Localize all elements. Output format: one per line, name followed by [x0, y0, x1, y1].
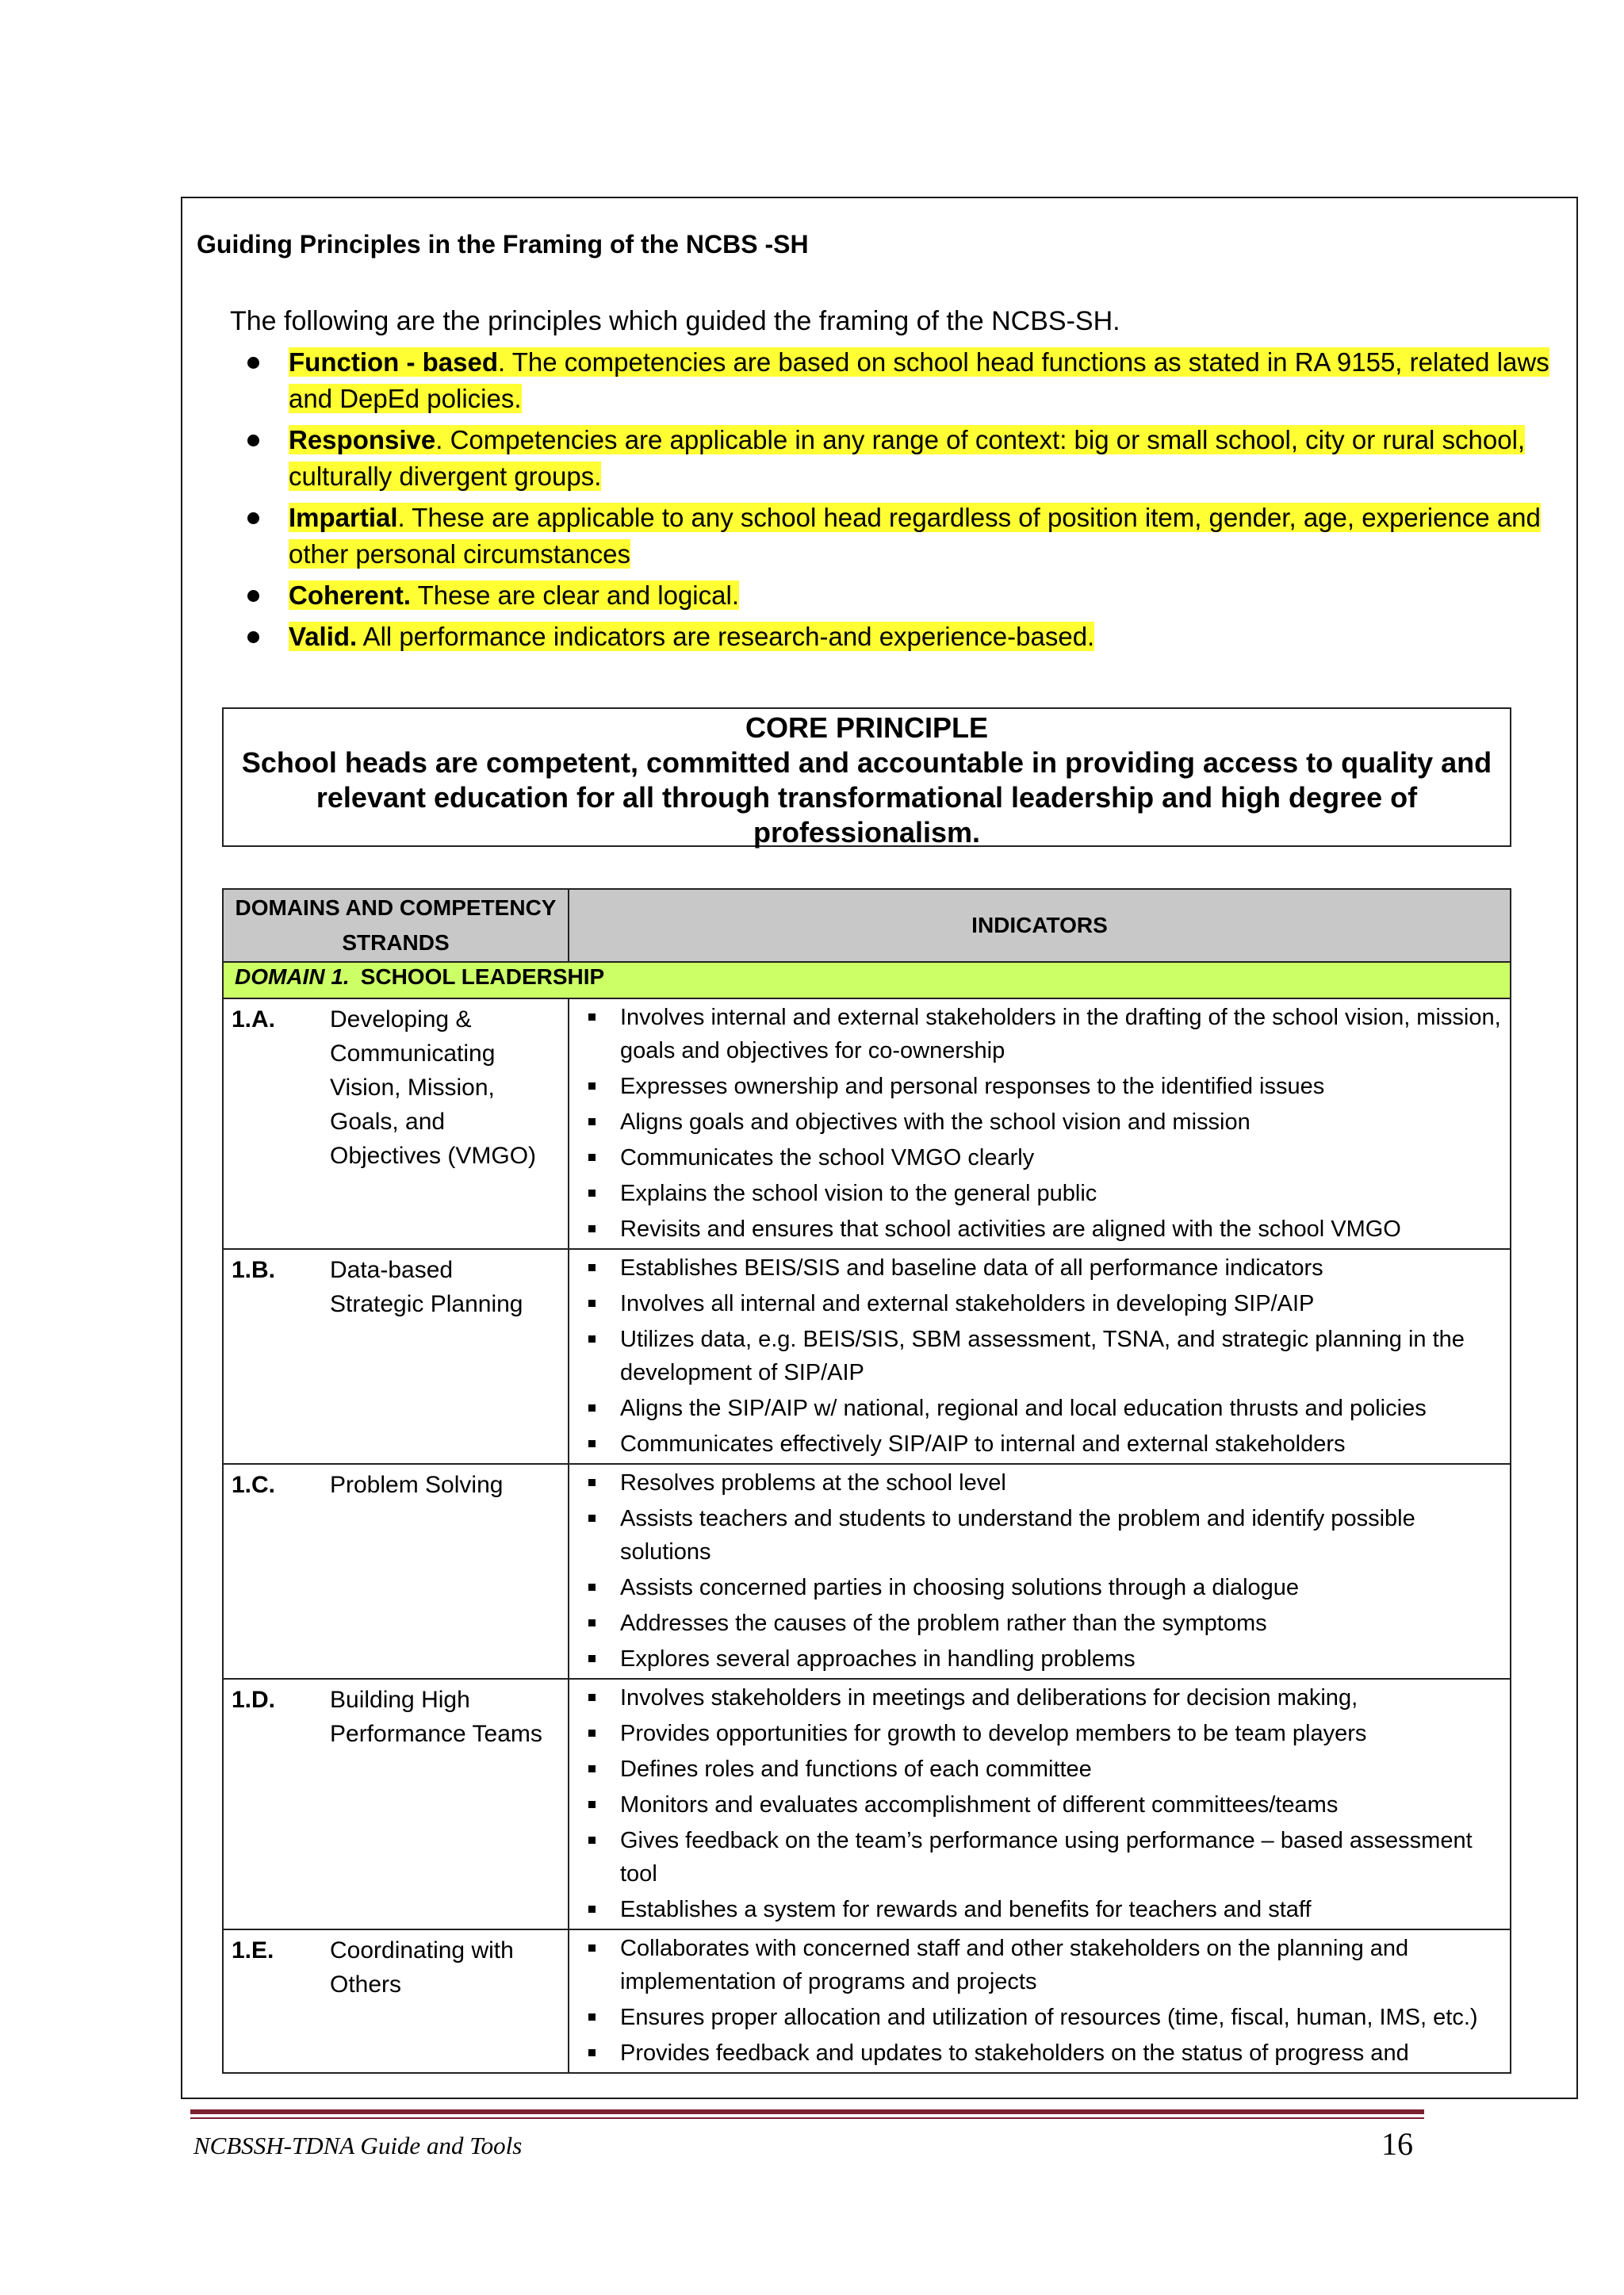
- indicator-item: Utilizes data, e.g. BEIS/SIS, SBM assessment, TSNA, and strategic planning in the development of SIP/AIP: [585, 1323, 1503, 1389]
- indicator-item: Explains the school vision to the general public: [585, 1177, 1503, 1210]
- competency-table: [222, 888, 1511, 2074]
- indicator-item: Communicates effectively SIP/AIP to internal and external stakeholders: [585, 1427, 1503, 1461]
- indicator-item: Aligns goals and objectives with the school vision and mission: [585, 1105, 1503, 1139]
- bullet-icon: [247, 590, 259, 602]
- footer-rule: [190, 2109, 1424, 2114]
- section-heading: Guiding Principles in the Framing of the NCBS -SH: [197, 230, 809, 259]
- strand-code: 1.B.: [232, 1257, 276, 1283]
- indicator-item: Revisits and ensures that school activities are aligned with the school VMGO: [585, 1213, 1503, 1246]
- indicator-item: Aligns the SIP/AIP w/ national, regional and local education thrusts and policies: [585, 1392, 1503, 1425]
- strand-code: 1.C.: [232, 1472, 276, 1498]
- indicator-item: Collaborates with concerned staff and other stakeholders on the planning and implementation of programs and projects: [585, 1932, 1503, 1998]
- indicator-item: Involves stakeholders in meetings and deliberations for decision making,: [585, 1681, 1503, 1715]
- strand-name: Building High Performance Teams: [330, 1687, 542, 1747]
- intro-text: The following are the principles which guided the framing of the NCBS-SH.: [230, 306, 1120, 336]
- strand-name: Data-based Strategic Planning: [330, 1257, 523, 1317]
- indicator-item: Involves internal and external stakeholders in the drafting of the school vision, mission, goals and objectives for co-ownership: [585, 1001, 1503, 1067]
- principle-text: All performance indicators are research-and experience-based.: [357, 622, 1095, 651]
- header-indicators: INDICATORS: [569, 889, 1511, 962]
- table-row: [223, 998, 1511, 1249]
- indicator-item: Establishes a system for rewards and benefits for teachers and staff: [585, 1893, 1503, 1926]
- indicator-item: Ensures proper allocation and utilization of resources (time, fiscal, human, IMS, etc.): [585, 2001, 1503, 2034]
- indicator-item: Defines roles and functions of each committee: [585, 1753, 1503, 1786]
- page-number: 16: [1381, 2126, 1413, 2162]
- domain-name: SCHOOL LEADERSHIP: [360, 964, 605, 989]
- table-row: [223, 1464, 1511, 1679]
- domain-label: DOMAIN 1.: [235, 964, 350, 989]
- table-header-row: [223, 889, 1511, 962]
- principle-item: [238, 500, 1570, 573]
- strand-name: Coordinating with Others: [330, 1937, 514, 1998]
- footer-rule-thin: [190, 2117, 1424, 2119]
- principle-item: [238, 577, 1570, 614]
- bullet-icon: [247, 512, 259, 524]
- strand-name: Problem Solving: [330, 1472, 504, 1498]
- core-principle-box: [222, 707, 1511, 847]
- core-principle-title: CORE PRINCIPLE: [745, 711, 989, 744]
- strand-code: 1.E.: [232, 1937, 274, 1964]
- indicator-item: Gives feedback on the team’s performance using performance – based assessment tool: [585, 1824, 1503, 1891]
- table-row: [223, 1679, 1511, 1929]
- domain-row: [223, 962, 1511, 998]
- bullet-icon: [247, 631, 259, 643]
- indicator-item: Monitors and evaluates accomplishment of different committees/teams: [585, 1788, 1503, 1822]
- core-principle-text: School heads are competent, committed and accountable in providing access to quality and relevant education for all through transformational leadership and high degree of professionalism.: [241, 746, 1492, 849]
- indicator-item: Addresses the causes of the problem rather than the symptoms: [585, 1607, 1503, 1640]
- indicator-item: Explores several approaches in handling problems: [585, 1642, 1503, 1676]
- indicator-item: Communicates the school VMGO clearly: [585, 1141, 1503, 1174]
- principle-term: Valid.: [289, 622, 358, 651]
- footer-title: NCBSSH-TDNA Guide and Tools: [193, 2132, 523, 2159]
- content-frame: [181, 197, 1578, 2099]
- table-row: [223, 1929, 1511, 2073]
- principle-item: [238, 344, 1570, 417]
- principle-text: . These are applicable to any school head regardless of position item, gender, age, experience and other personal circumstances: [289, 503, 1541, 569]
- principle-term: Coherent.: [289, 580, 412, 610]
- principle-term: Function - based: [289, 347, 498, 377]
- principle-term: Impartial: [289, 503, 398, 532]
- principle-term: Responsive: [289, 425, 436, 454]
- indicator-item: Provides opportunities for growth to develop members to be team players: [585, 1717, 1503, 1750]
- principle-text: These are clear and logical.: [411, 580, 739, 610]
- indicator-item: Expresses ownership and personal responses to the identified issues: [585, 1070, 1503, 1103]
- header-domains: DOMAINS AND COMPETENCY STRANDS: [223, 889, 569, 962]
- indicator-item: Involves all internal and external stakeholders in developing SIP/AIP: [585, 1287, 1503, 1320]
- strand-code: 1.D.: [232, 1687, 276, 1713]
- table-row: [223, 1249, 1511, 1464]
- principle-item: [238, 619, 1570, 655]
- indicator-item: Assists concerned parties in choosing solutions through a dialogue: [585, 1571, 1503, 1604]
- indicator-item: Establishes BEIS/SIS and baseline data of all performance indicators: [585, 1251, 1503, 1285]
- principle-text: . The competencies are based on school head functions as stated in RA 9155, related laws and DepEd policies.: [289, 347, 1549, 413]
- strand-code: 1.A.: [232, 1006, 276, 1033]
- bullet-icon: [247, 357, 259, 369]
- bullet-icon: [247, 435, 259, 446]
- indicator-item: Provides feedback and updates to stakeholders on the status of progress and: [585, 2036, 1503, 2070]
- indicator-item: Resolves problems at the school level: [585, 1466, 1503, 1500]
- strand-name: Developing & Communicating Vision, Mission, Goals, and Objectives (VMGO): [330, 1006, 537, 1169]
- principles-list: [238, 344, 1570, 660]
- principle-item: [238, 422, 1570, 495]
- principle-text: . Competencies are applicable in any range of context: big or small school, city or rural school, culturally divergent groups.: [289, 425, 1526, 491]
- indicator-item: Assists teachers and students to understand the problem and identify possible solutions: [585, 1502, 1503, 1569]
